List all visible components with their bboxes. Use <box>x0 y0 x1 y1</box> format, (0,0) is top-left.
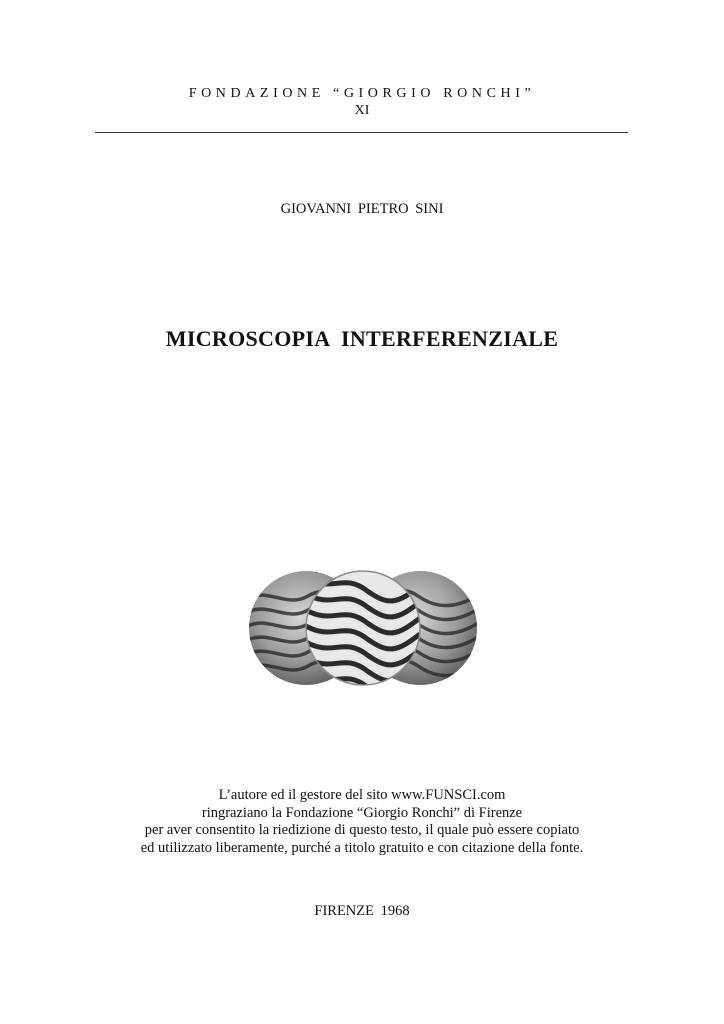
credits-line: ed utilizzato liberamente, purché a titolo gratuito e con citazione della fonte. <box>140 839 584 856</box>
place-and-year: FIRENZE 1968 <box>314 903 410 919</box>
credits-line: ringraziano la Fondazione “Giorgio Ronchi” di Firenze <box>201 804 523 821</box>
book-title: MICROSCOPIA INTERFERENZIALE <box>165 326 559 351</box>
series-heading: FONDAZIONE “GIORGIO RONCHI” <box>188 86 536 101</box>
credits-paragraph <box>0 787 724 857</box>
credits-line: L’autore ed il gestore del sito www.FUNSCI.com <box>218 787 506 803</box>
credits-line: per aver consentito la riedizione di questo testo, il quale può essere copiato <box>144 822 580 838</box>
volume-number: XI <box>354 103 370 118</box>
header-divider <box>95 132 628 133</box>
interference-fringes-emblem <box>248 568 478 688</box>
author-name: GIOVANNI PIETRO SINI <box>280 201 444 217</box>
